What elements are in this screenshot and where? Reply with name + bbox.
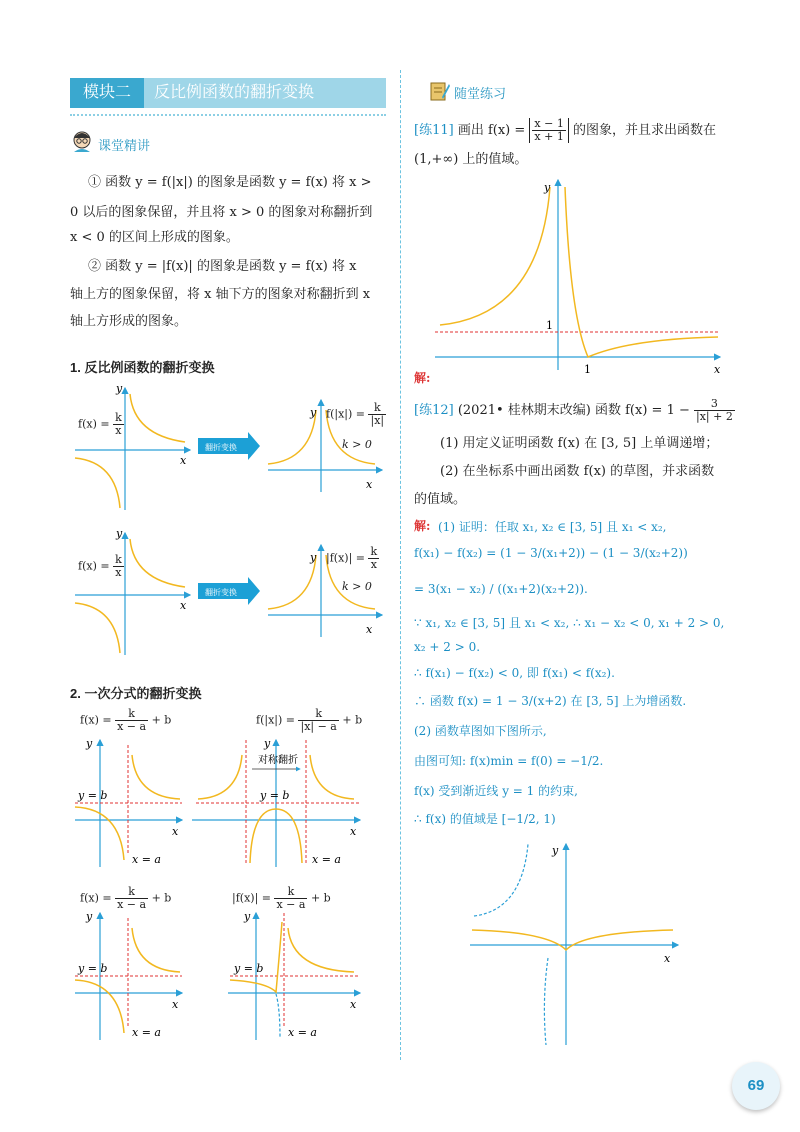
ex11-x-axis: x	[714, 363, 721, 375]
g4-y-left: y	[86, 910, 93, 923]
g4-formula-1: f(x) = $\frac{k}{x - a}$ + b	[80, 885, 172, 911]
section-label-lecture: 课堂精讲	[98, 138, 151, 153]
teacher-icon	[70, 130, 96, 158]
sol-line-8: 由图可知: f(x)min = f(0) = −1/2.	[414, 754, 604, 768]
axis-y-label: y	[116, 382, 123, 395]
section-2-title: 2. 一次分式的翻折变换	[70, 686, 202, 701]
g4-xa-right: x = a	[288, 1026, 317, 1039]
sol-line-6: ∴ 函数 f(x) = 1 − 3/(x+2) 在 [3, 5] 上为增函数.	[414, 694, 687, 708]
axis-y-label-2r: y	[310, 551, 317, 564]
fraction-flip-graph-2	[70, 908, 390, 1043]
g3-x-right: x	[350, 825, 357, 838]
sol-line-4: x₂ + 2 > 0.	[414, 640, 481, 654]
ex12-q2b: 的值域。	[414, 492, 467, 507]
g3-y-right: y	[264, 737, 271, 750]
ex12-x-axis: x	[664, 952, 671, 965]
g2-cond: k > 0	[342, 580, 372, 593]
module-tag: 模块二	[70, 78, 144, 108]
sol-line-0: (1) 证明：任取 x₁, x₂ ∈ [3, 5] 且 x₁ < x₂,	[438, 520, 667, 534]
g4-yb-right: y = b	[234, 962, 264, 975]
axis-x-label-2: x	[180, 599, 187, 612]
column-divider	[400, 70, 401, 1060]
g2-target-formula: |f(x)| = $\frac{k}{x}$	[326, 545, 378, 571]
module-title: 反比例函数的翻折变换	[154, 84, 315, 101]
g4-x-right: x	[350, 998, 357, 1011]
g3-xa-left: x = a	[132, 853, 161, 866]
ex12-q2: (2) 在坐标系中画出函数 f(x) 的草图，并求函数	[440, 464, 715, 479]
para1-line2: 0 以后的图象保留，并且将 x > 0 的图象对称翻折到	[70, 205, 373, 220]
g2-formula: f(x) = $\frac{k}{x}$	[78, 553, 122, 579]
ex11-graph	[430, 175, 730, 375]
g3-sym-label: 对称翻折	[258, 755, 298, 766]
section-label-practice: 随堂练习	[454, 86, 507, 101]
g3-x-left: x	[172, 825, 179, 838]
para2-line1: ② 函数 y = |f(x)| 的图象是函数 y = f(x) 将 x	[88, 259, 357, 274]
notebook-icon	[428, 80, 450, 106]
sol-line-9: f(x) 受到渐近线 y = 1 的约束,	[414, 784, 578, 798]
banner-rule	[70, 114, 386, 116]
ex11-one-x: 1	[584, 363, 591, 375]
g4-formula-2: |f(x)| = $\frac{k}{x - a}$ + b	[232, 885, 331, 911]
ex12-solution-label: 解:	[414, 519, 431, 533]
para1-line1: ① 函数 y = f(|x|) 的图象是函数 y = f(x) 将 x >	[88, 175, 372, 190]
ex11-line2: (1,+∞) 上的值域。	[414, 152, 528, 167]
page-number: 69	[732, 1062, 780, 1110]
sol-line-5: ∴ f(x₁) − f(x₂) < 0, 即 f(x₁) < f(x₂).	[414, 666, 615, 680]
para1-line3: x < 0 的区间上形成的图象。	[70, 230, 239, 245]
g3-y-left: y	[86, 737, 93, 750]
ex11-one-y: 1	[546, 319, 553, 332]
g4-xa-left: x = a	[132, 1026, 161, 1039]
axis-x-label-r: x	[366, 478, 373, 491]
g3-formula-2: f(|x|) = $\frac{k}{|x| - a}$ + b	[256, 707, 363, 733]
flip-arrow-label-2: 翻折变换	[205, 588, 237, 597]
axis-y-label-r: y	[310, 406, 317, 419]
ex12-q1: (1) 用定义证明函数 f(x) 在 [3, 5] 上单调递增；	[440, 436, 719, 451]
section-1-title: 1. 反比例函数的翻折变换	[70, 360, 215, 375]
g3-xa-right: x = a	[312, 853, 341, 866]
axis-x-label: x	[180, 454, 187, 467]
ex11-line1: [练11] 画出 f(x) = $\frac{x - 1}{x + 1}$ 的图象，并且求出函数在	[414, 117, 716, 143]
ex11-y-axis: y	[544, 181, 551, 194]
g4-x-left: x	[172, 998, 179, 1011]
g1-cond: k > 0	[342, 438, 372, 451]
ex11-solution-label: 解:	[414, 371, 431, 385]
ex12-graph	[468, 840, 688, 1050]
g1-formula: f(x) = $\frac{k}{x}$	[78, 411, 122, 437]
g4-y-right: y	[244, 910, 251, 923]
ex12-line1: [练12] (2021• 桂林期末改编) 函数 f(x) = 1 − $\frac{3}{|x| + 2}$	[414, 397, 733, 423]
sol-line-1: f(x₁) − f(x₂) = (1 − 3/(x₁+2)) − (1 − 3/(x₂+2))	[414, 546, 688, 560]
sol-line-10: ∴ f(x) 的值域是 [−1/2, 1)	[414, 812, 556, 826]
para2-line2: 轴上方的图象保留，将 x 轴下方的图象对称翻折到 x	[70, 287, 371, 302]
ex12-y-axis: y	[552, 844, 559, 857]
fraction-flip-graph-1	[70, 735, 390, 870]
sol-line-3: ∵ x₁, x₂ ∈ [3, 5] 且 x₁ < x₂, ∴ x₁ − x₂ < 0, x₁ + 2 > 0,	[414, 616, 725, 630]
g3-yb-right: y = b	[260, 789, 290, 802]
axis-y-label-2: y	[116, 527, 123, 540]
module-banner	[70, 78, 386, 108]
sol-line-7: (2) 函数草图如下图所示,	[414, 724, 547, 738]
g1-target-formula: f(|x|) = $\frac{k}{|x|}$	[326, 401, 385, 427]
g3-yb-left: y = b	[78, 789, 108, 802]
para2-line3: 轴上方形成的图象。	[70, 314, 188, 329]
g3-formula-1: f(x) = $\frac{k}{x - a}$ + b	[80, 707, 172, 733]
axis-x-label-2r: x	[366, 623, 373, 636]
sol-line-2: = 3(x₁ − x₂) / ((x₁+2)(x₂+2)).	[414, 582, 588, 596]
flip-arrow-label: 翻折变换	[205, 443, 237, 452]
g4-yb-left: y = b	[78, 962, 108, 975]
